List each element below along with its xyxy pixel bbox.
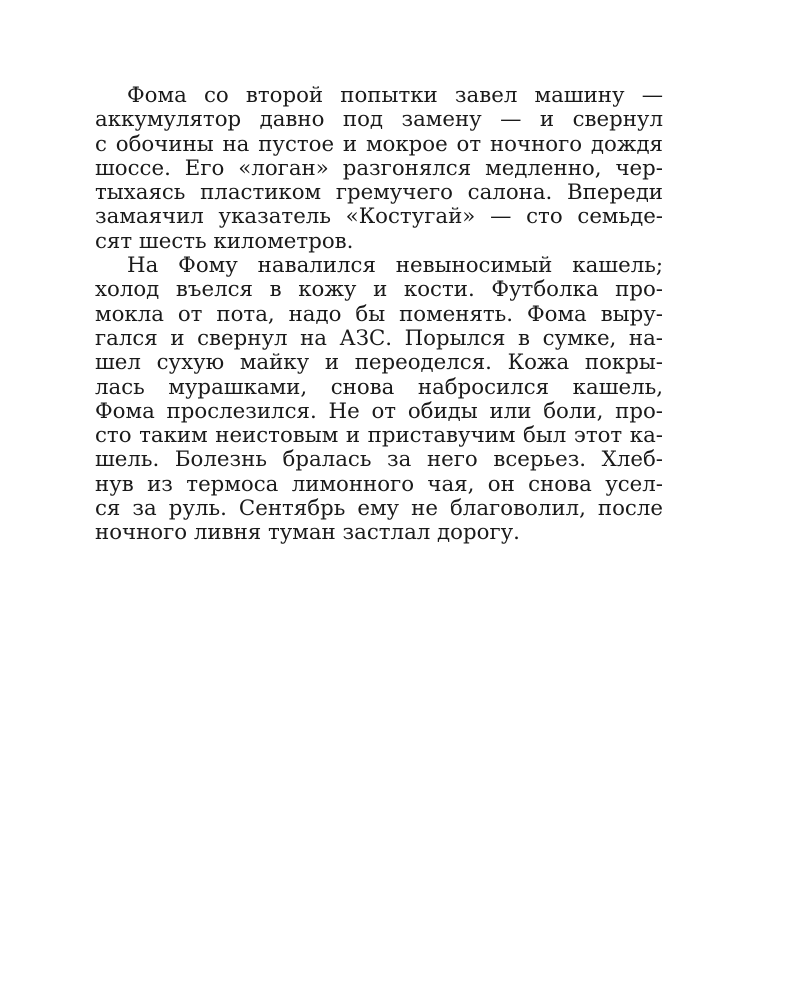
text-line: На Фому навалился невыносимый кашель; (127, 253, 663, 279)
text-line: гался и свернул на АЗС. Порылся в сумке, на- (95, 325, 663, 351)
text-line: ся за руль. Сентябрь ему не благоволил, после (95, 496, 663, 522)
text-line: шоссе. Его «логан» разгонялся медленно, чер- (95, 155, 663, 181)
text-line: Фома со второй попытки завел машину — (127, 83, 663, 108)
paragraph-2 (95, 254, 663, 546)
text-line: шел сухую майку и переоделся. Кожа покры- (95, 350, 663, 376)
text-line: Фома прослезился. Не от обиды или боли, про- (95, 398, 663, 424)
text-line: с обочины на пустое и мокрое от ночного дождя (95, 131, 663, 157)
text-line: ночного ливня туман застлал дорогу. (95, 520, 520, 546)
text-line: шель. Болезнь бралась за него всерьез. Хлеб- (95, 447, 663, 473)
text-line: холод въелся в кожу и кости. Футболка про- (95, 277, 663, 303)
text-line: мокла от пота, надо бы поменять. Фома выру- (95, 301, 663, 327)
text-line: лась мурашками, снова набросился кашель, (95, 374, 663, 400)
text-line: сто таким неистовым и приставучим был этот ка- (95, 423, 663, 449)
text-line: нув из термоса лимонного чая, он снова усел- (95, 471, 663, 497)
paragraph-1 (95, 84, 663, 254)
text-line: замаячил указатель «Костугай» — сто семьде- (95, 204, 663, 230)
text-line: аккумулятор давно под замену — и свернул (95, 107, 663, 133)
text-line: сят шесть километров. (95, 228, 354, 254)
body-text (95, 84, 663, 546)
text-line: тыхаясь пластиком гремучего салона. Впереди (95, 180, 663, 206)
